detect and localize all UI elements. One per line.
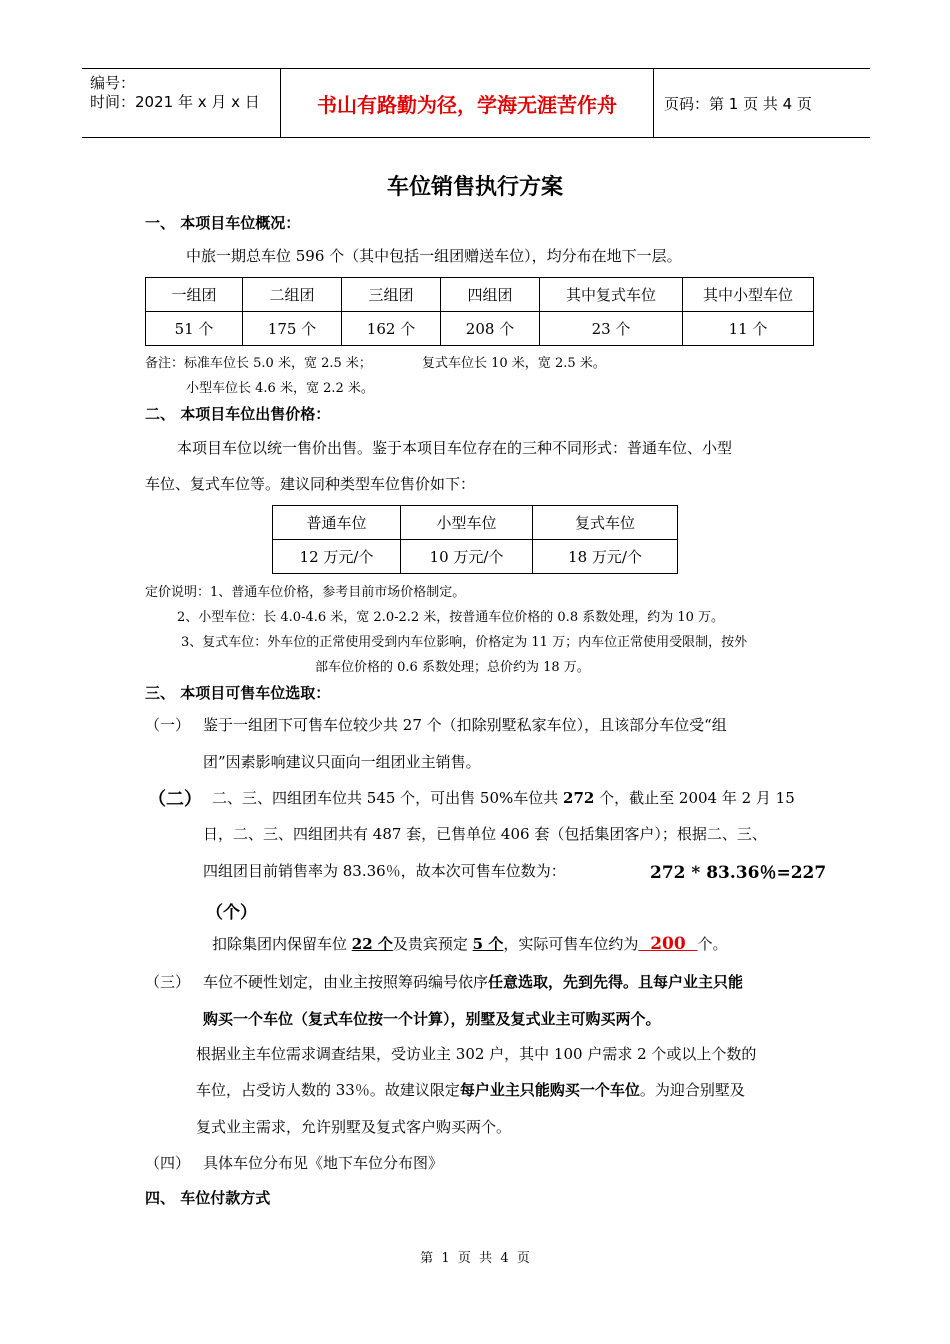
table-cell: 23 个 — [540, 312, 683, 346]
table-cell: 其中复式车位 — [540, 278, 683, 312]
section1-intro: 中旅一期总车位 596 个（其中包括一组团赠送车位），均分布在地下一层。 — [186, 247, 682, 265]
section3-heading: 三、 本项目可售车位选取： — [145, 684, 331, 702]
table-row — [146, 312, 814, 346]
time-label: 时间：2021 年 x 月 x 日 — [90, 93, 260, 111]
item4-label: （四） — [145, 1154, 191, 1172]
table-cell: 10 万元/个 — [401, 540, 533, 574]
number-label: 编号： — [90, 74, 136, 92]
price-note-2: 2、小型车位：长 4.0-4.6 米，宽 2.0-2.2 米，按普通车位价格的 0.8 系数处理，约为 10 万。 — [177, 610, 725, 625]
document-header — [82, 68, 870, 138]
item3-line2: 购买一个车位（复式车位按一个计算），别墅及复式业主可购买两个。 — [203, 1010, 661, 1028]
item3-label: （三） — [145, 973, 191, 991]
table-cell: 三组团 — [342, 278, 441, 312]
section1-heading: 一、 本项目车位概况： — [145, 214, 301, 232]
table-cell: 一组团 — [146, 278, 243, 312]
item2-line1: 二、三、四组团车位共 545 个，可出售 50%车位共 272 个，截止至 2004 年 2 月 15 — [212, 789, 795, 807]
item1-label: （一） — [145, 716, 191, 734]
price-note-3a: 3、复式车位：外车位的正常使用受到内车位影响，价格定为 11 万；内车位正常使用受限制，按外 — [181, 635, 748, 650]
table-row — [273, 540, 678, 574]
item1-line2: 团”因素影响建议只面向一组团业主销售。 — [203, 753, 481, 771]
note-duplex-size: 复式车位长 10 米，宽 2.5 米。 — [422, 356, 606, 371]
table-cell: 其中小型车位 — [683, 278, 814, 312]
table-header-row — [273, 506, 678, 540]
parking-count-table — [145, 277, 814, 346]
page-title: 车位销售执行方案 — [386, 175, 563, 200]
note-small-size: 小型车位长 4.6 米，宽 2.2 米。 — [186, 381, 374, 396]
price-note-3b: 部车位价格的 0.6 系数处理；总价约为 18 万。 — [315, 660, 590, 675]
item2-unit: （个） — [206, 903, 257, 923]
price-table — [272, 505, 678, 574]
item2-line3: 四组团目前销售率为 83.36％，故本次可售车位数为： — [203, 862, 566, 880]
item3-line1: 车位不硬性划定，由业主按照筹码编号依序任意选取，先到先得。且每户业主只能 — [203, 973, 744, 991]
price-note-1: 定价说明：1、普通车位价格，参考目前市场价格制定。 — [145, 585, 466, 600]
table-cell: 小型车位 — [401, 506, 533, 540]
table-cell: 复式车位 — [533, 506, 678, 540]
table-cell: 二组团 — [243, 278, 342, 312]
item3-line4: 车位，占受访人数的 33％。故建议限定每户业主只能购买一个车位。为迎合别墅及 — [196, 1081, 745, 1099]
table-cell: 四组团 — [441, 278, 540, 312]
section2-para-line2: 车位、复式车位等。建议同种类型车位售价如下： — [145, 475, 476, 493]
motto: 书山有路勤为径，学海无涯苦作舟 — [317, 93, 617, 117]
item2-line2: 日，二、三、四组团共有 487 套，已售单位 406 套（包括集团客户）；根据二、三、 — [203, 825, 767, 843]
table-cell: 175 个 — [243, 312, 342, 346]
note-standard-size: 备注：标准车位长 5.0 米，宽 2.5 米； — [145, 356, 372, 371]
section4-heading: 四、 车位付款方式 — [145, 1189, 271, 1207]
item3-line5: 复式业主需求，允许别墅及复式客户购买两个。 — [196, 1118, 512, 1136]
item1-line1: 鉴于一组团下可售车位较少共 27 个（扣除别墅私家车位），且该部分车位受“组 — [203, 716, 727, 734]
header-page-cell — [654, 69, 870, 137]
table-header-row — [146, 278, 814, 312]
header-motto-cell — [281, 69, 654, 137]
page-footer: 第 1 页 共 4 页 — [420, 1251, 530, 1266]
table-cell: 162 个 — [342, 312, 441, 346]
header-meta-cell — [82, 69, 281, 137]
table-cell: 208 个 — [441, 312, 540, 346]
table-cell: 18 万元/个 — [533, 540, 678, 574]
available-count: 200 — [638, 934, 698, 954]
item2-label: （二） — [148, 789, 202, 810]
item3-line3: 根据业主车位需求调查结果，受访业主 302 户，其中 100 户需求 2 个或以上个数的 — [196, 1045, 757, 1063]
table-cell: 11 个 — [683, 312, 814, 346]
section2-heading: 二、 本项目车位出售价格： — [145, 405, 331, 423]
item2-line4: 扣除集团内保留车位 22 个及贵宾预定 5 个，实际可售车位约为 200 个。 — [212, 934, 728, 954]
item2-formula: 272 * 83.36％=227 — [650, 863, 827, 883]
table-cell: 普通车位 — [273, 506, 401, 540]
item4-text: 具体车位分布见《地下车位分布图》 — [203, 1154, 444, 1172]
table-cell: 12 万元/个 — [273, 540, 401, 574]
page-info: 页码：第 1 页 共 4 页 — [664, 95, 812, 113]
table-cell: 51 个 — [146, 312, 243, 346]
section2-para-line1: 本项目车位以统一售价出售。鉴于本项目车位存在的三种不同形式：普通车位、小型 — [177, 439, 733, 457]
